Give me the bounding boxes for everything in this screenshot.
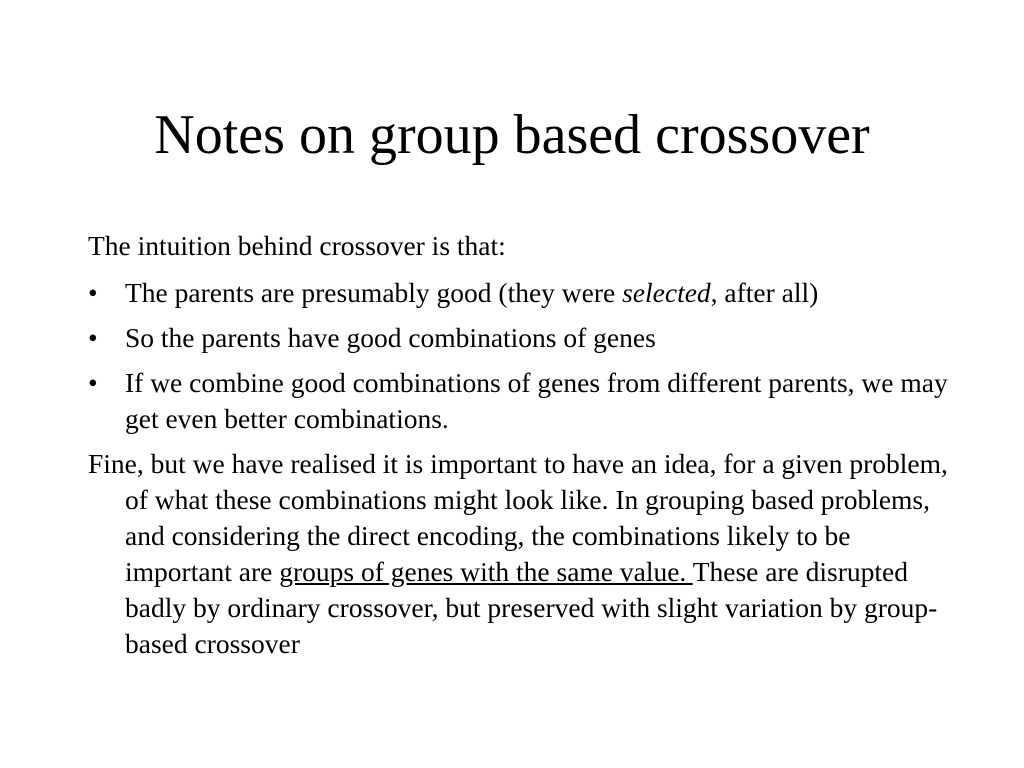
- underlined-text: groups of genes with the same value.: [279, 556, 693, 587]
- closing-text-part: These are disrupted badly by ordinary crossover, but preserved with slight variation by group-based crossover: [125, 556, 938, 659]
- bullet-list: [88, 275, 948, 437]
- intro-text: The intuition behind crossover is that:: [88, 230, 506, 261]
- bullet-item: [88, 365, 948, 437]
- closing-text-part: Fine, but we have realised it is important to have an idea, for a given problem, of what these combinations might look like. In grouping based problems, and considering the direct encoding, the combinations likely to be important are: [88, 448, 948, 587]
- bullet-icon: •: [88, 277, 98, 308]
- bullet-text-part: The parents are presumably good (they were: [125, 277, 623, 308]
- bullet-text: So the parents have good combinations of genes: [125, 322, 656, 353]
- emphasis-text: selected: [622, 277, 711, 308]
- closing-paragraph: [88, 446, 948, 662]
- bullet-item: [88, 320, 948, 356]
- bullet-text-part: , after all): [710, 277, 819, 308]
- slide-title: Notes on group based crossover: [154, 104, 870, 166]
- slide-body: [88, 228, 948, 662]
- bullet-item: [88, 275, 948, 311]
- bullet-text: If we combine good combinations of genes from different parents, we may get even better combinations.: [125, 367, 948, 434]
- bullet-icon: •: [88, 322, 98, 353]
- bullet-icon: •: [88, 367, 98, 398]
